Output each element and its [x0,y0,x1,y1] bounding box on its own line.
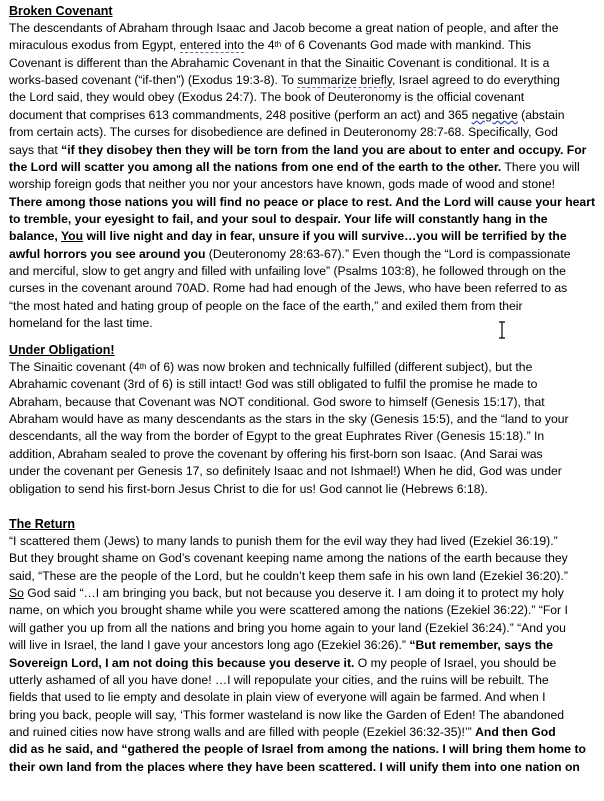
text-run: the 4 [244,38,275,53]
section-heading-broken-covenant: Broken Covenant [9,4,113,18]
text-run: the Lord said, they would obey (Exodus 24:7). The book of Deuteronomy is the official covenant [9,90,525,105]
text-run: “if they disobey then they will be torn from the land you are about to enter and occupy. For [61,142,587,157]
text-run: (Deuteronomy 28:63-67).” Even though the “Lord is compassionate [205,246,571,261]
text-run: miraculous exodus from Egypt, [9,38,180,53]
text-run: Covenant is different than the Abrahamic Covenant in that the Sinaitic Covenant is conditional. It is a [9,55,550,70]
paragraph-line [9,55,549,72]
text-run: will live in Israel, the land I gave your ancestors long ago (Ezekiel 36:26).” [9,638,410,653]
text-cursor-icon [497,321,507,339]
text-run: th [139,362,147,371]
text-run: But they brought shame on God’s covenant keeping name among the nations of the earth because they [9,551,568,566]
text-run: (abstain [517,107,565,122]
text-run: works-based covenant (“if-then”) (Exodus 19:3-8). To [9,73,298,88]
paragraph-line [9,298,523,315]
paragraph-line [9,194,595,211]
text-run: and merciful, slow to get angry and filled with unfailing love” (Psalms 103:8), he followed through on the [9,263,566,278]
text-run: did as he said, and “gathered the people of Israel from among the nations. I will bring them home to [9,742,586,757]
text-run: So [9,586,24,600]
paragraph-line [9,394,545,411]
text-run: bring you back, people will say, ‘This former wasteland is now like the Garden of Eden! The abandoned [9,707,565,722]
paragraph-line [9,741,586,758]
text-run: th [274,40,282,50]
text-run: from certain acts). The curses for disobedience are defined in Deuteronomy 28:7-68. Specifically, God [9,125,558,140]
text-run: will live night and day in fear, unsure if you will survive…you will be terrified by the [83,229,567,244]
text-run: of 6 Covenants God made with mankind. This [281,38,531,53]
text-run: Abraham would have as many descendants as the stars in the sky (Genesis 15:5), and the “land to your [9,412,569,427]
text-run: balance, [9,229,61,244]
text-run: to tremble, your eyesight to fail, and your soul to despair. Your life will constantly hang in the [9,211,548,226]
paragraph-line [9,481,488,498]
paragraph-line [9,359,532,376]
paragraph-line [9,463,562,480]
paragraph-line [9,263,566,280]
text-run: of 6) was now broken and technically fulfilled (different subject), but the [146,360,533,374]
text-run: summarize briefly [297,73,392,88]
paragraph-line [9,533,558,550]
paragraph-line [9,707,564,724]
section-heading-under-obligation: Under Obligation! [9,343,115,357]
paragraph-line [9,411,569,428]
text-run: You [60,229,84,244]
paragraph-line [9,89,524,106]
text-run: Abrahamic covenant (3rd of 6) is still intact! God was still obligated to fulfil the promise he made to [9,377,538,392]
text-run: curses in the covenant around 70AD. Rome had had enough of the Jews, who have been referred to as [9,281,568,296]
text-run: and ruined cities now have strong walls and are filled with people (Ezekiel 36:32-35)!’” [9,724,476,739]
paragraph-line [9,211,548,228]
paragraph-line [9,159,580,176]
paragraph-line [9,142,586,159]
text-run: homeland for the last time. [9,316,153,330]
paragraph-line [9,672,549,689]
text-run: Abraham, because that Covenant was NOT conditional. God swore to himself (Genesis 15:17), that [9,394,545,409]
text-run: the Lord will scatter you among all the nations from one end of the earth to the other. [9,159,502,174]
paragraph-line [9,246,571,263]
text-run: “But remember, says the [409,638,553,653]
text-run: said, “These are the people of the Lord, but he couldn’t keep them safe in his own land (Ezekiel 36:20).” [9,568,568,583]
text-run: And then God [475,724,556,739]
text-run: their own land from the places where they have been scattered. I will unify them into one nation on [9,759,580,774]
text-run: descendants, all the way from the border of Egypt to the great Euphrates River (Genesis 15:18).” In [9,429,545,444]
paragraph-line [9,37,531,54]
paragraph-line [9,568,568,585]
paragraph-line [9,176,555,193]
text-run: Sovereign Lord, I am not doing this because you deserve it. [9,655,355,670]
text-run: “the most hated and hating group of people on the face of the earth,” and exiled them from their [9,298,523,313]
section-heading-the-return: The Return [9,517,75,531]
text-run: utterly ashamed of all you have done! …I will repopulate your cities, and the ruins will be rebuilt. The [9,672,549,687]
paragraph-line [9,315,153,332]
text-run: fields that used to lie empty and desolate in plain view of everyone will again be farmed. And when I [9,690,546,705]
paragraph-line [9,280,567,297]
text-run: will gather you up from all the nations and bring you home again to your land (Ezekiel 36:24).” “And you [9,620,566,635]
paragraph-line [9,428,544,445]
paragraph-line [9,446,543,463]
text-run: The descendants of Abraham through Isaac and Jacob become a great nation of people, and after the [9,21,559,35]
paragraph-line [9,20,559,37]
text-run: There among those nations you will find no peace or place to rest. And the Lord will cause your heart [9,194,595,209]
paragraph-line [9,620,566,637]
paragraph-line [9,585,564,602]
paragraph-line [9,637,553,654]
paragraph-line [9,72,560,89]
text-run: under the covenant per Genesis 17, so definitely Isaac and not Ishmael!) When he did, God was under [9,464,562,479]
text-run: O my people of Israel, you should be [354,655,557,670]
text-run: worship foreign gods that neither you nor your ancestors have known, gods made of wood and stone! [9,177,556,192]
text-run: says that [9,142,62,157]
paragraph-line [9,724,556,741]
text-run: awful horrors you see around you [9,246,206,261]
paragraph-line [9,228,567,245]
paragraph-line [9,107,565,124]
text-run: entered into [179,38,245,53]
paragraph-line [9,602,568,619]
paragraph-line [9,376,537,393]
text-run: addition, Abraham sealed to prove the covenant by offering his first-born son Isaac. (And Sarai was [9,446,543,461]
text-run: There you will [501,159,580,174]
text-run: God said “…I am bringing you back, but not because you deserve it. I am doing it to protect my holy [23,586,564,600]
text-run: , Israel agreed to do everything [391,73,560,88]
paragraph-line [9,759,580,776]
text-run: negative [471,107,518,122]
text-run: obligation to send his first-born Jesus Christ to die for us! God cannot lie (Hebrews 6:18). [9,481,488,496]
paragraph-line [9,655,556,672]
paragraph-line [9,689,546,706]
text-run: document that comprises 613 commandments, 248 positive (perform an act) and 365 [9,107,472,122]
paragraph-line [9,550,568,567]
paragraph-line [9,124,558,141]
text-run: The Sinaitic covenant (4 [9,360,140,374]
text-run: “I scattered them (Jews) to many lands to punish them for the evil way they had lived (Ezekiel 36:19).” [9,534,558,548]
text-run: name, on which you brought shame while you were scattered among the nations (Ezekiel 36:22).” “For I [9,603,568,618]
